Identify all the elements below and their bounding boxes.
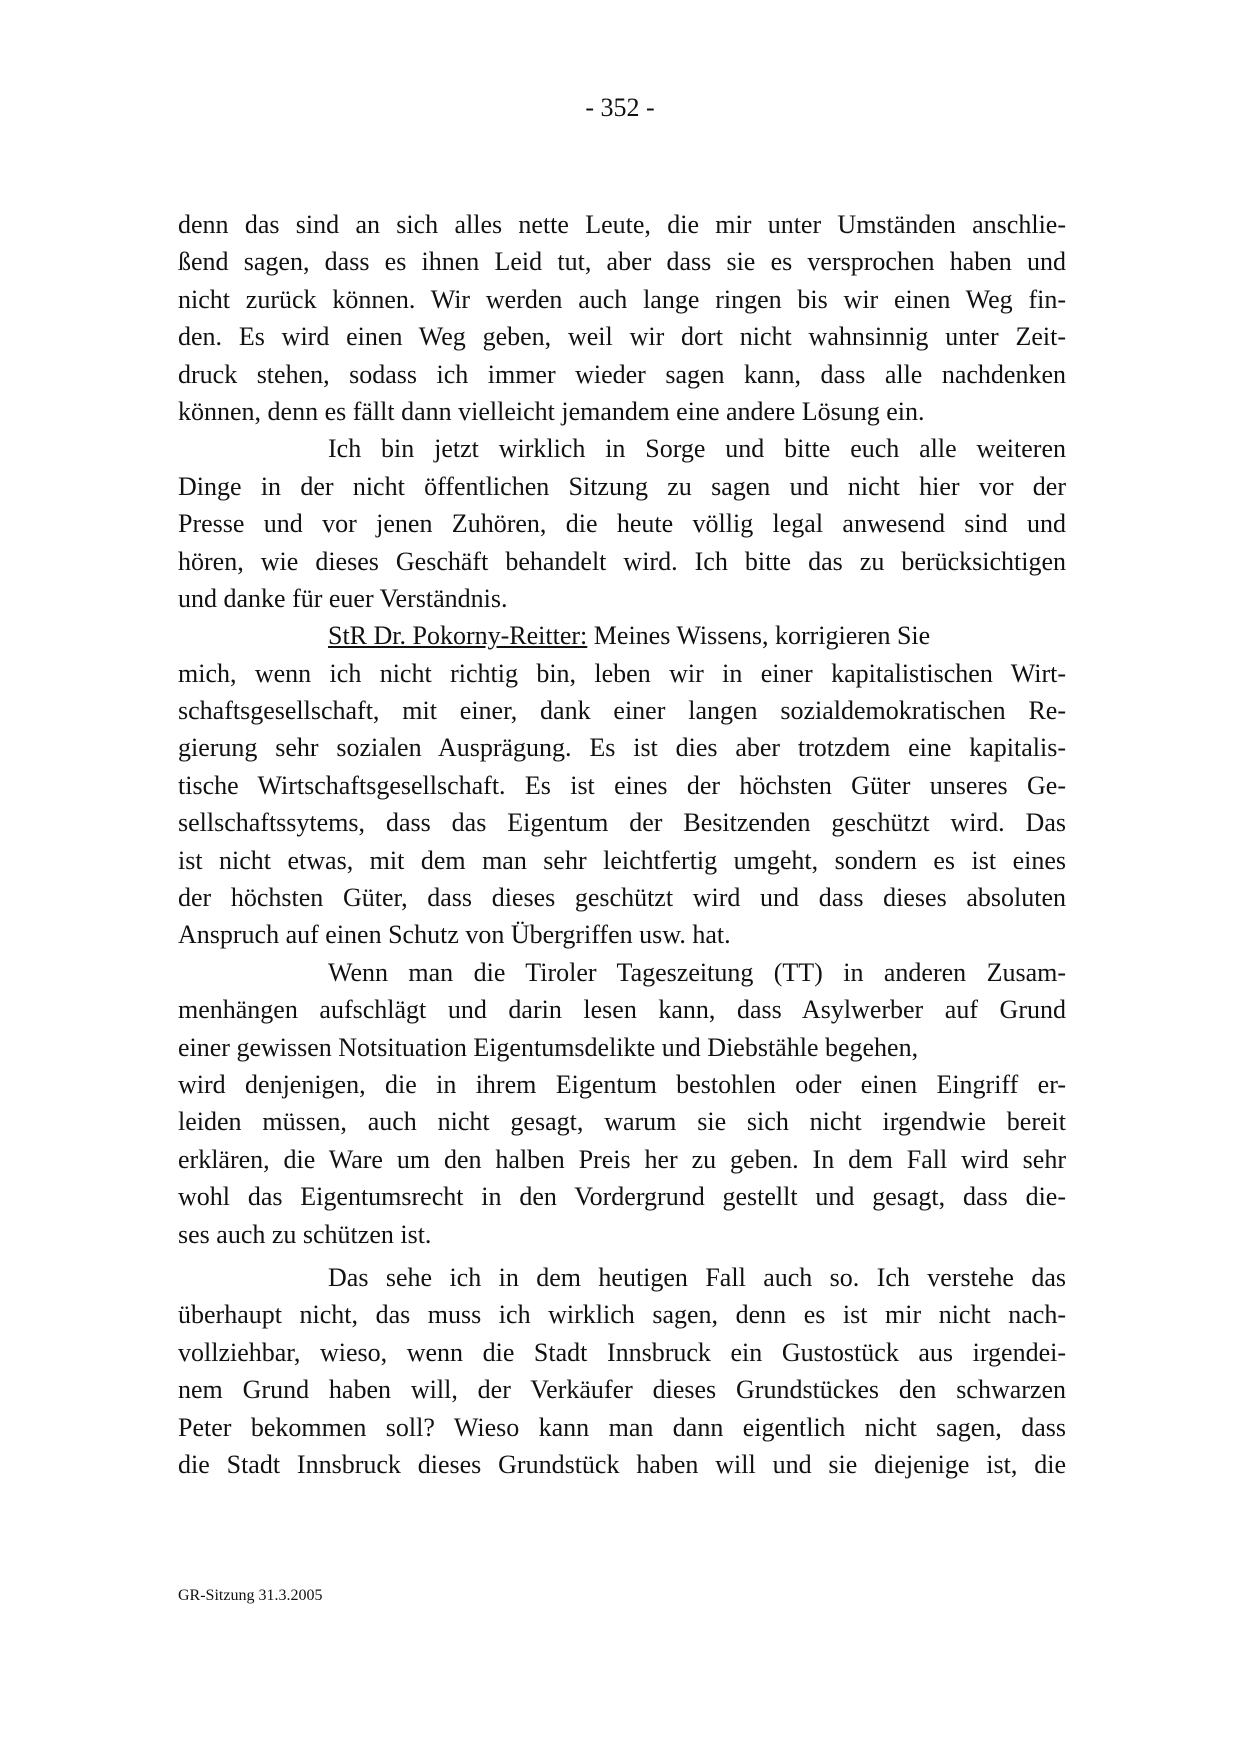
body-text: [178, 206, 1066, 1483]
page-number: - 352 -: [585, 93, 655, 122]
text-line: druck stehen, sodass ich immer wieder sagen kann, dass alle nachdenken: [178, 359, 1066, 389]
text-line: schaftsgesellschaft, mit einer, dank einer langen sozialdemokratischen Re-: [178, 696, 1066, 726]
text-line: leiden müssen, auch nicht gesagt, warum sie sich nicht irgendwie bereit: [178, 1107, 1066, 1137]
text-line: ses auch zu schützen ist.: [178, 1219, 432, 1249]
text-line: Presse und vor jenen Zuhören, die heute völlig legal anwesend sind und: [178, 509, 1066, 539]
text-line: tische Wirtschaftsgesellschaft. Es ist eines der höchsten Güter unseres Ge-: [178, 770, 1066, 800]
text-line: Dinge in der nicht öffentlichen Sitzung zu sagen und nicht hier vor der: [178, 471, 1066, 501]
paragraph-first-line: [178, 1259, 1066, 1296]
text-line: der höchsten Güter, dass dieses geschützt wird und dass dieses absoluten: [178, 883, 1066, 913]
text-line: Peter bekommen soll? Wieso kann man dann eigentlich nicht sagen, dass: [178, 1412, 1066, 1442]
footer-session-date: GR-Sitzung 31.3.2005: [178, 1587, 323, 1604]
text-line: Das sehe ich in dem heutigen Fall auch so. Ich verstehe das: [328, 1262, 1066, 1292]
text-line: ßend sagen, dass es ihnen Leid tut, aber dass sie es versprochen haben und: [178, 247, 1066, 277]
text-line: Wenn man die Tiroler Tageszeitung (TT) in anderen Zusam-: [328, 957, 1066, 987]
text-line: nem Grund haben will, der Verkäufer dieses Grundstückes den schwarzen: [178, 1375, 1066, 1405]
text-line: wohl das Eigentumsrecht in den Vordergrund gestellt und gesagt, dass die-: [178, 1182, 1066, 1212]
text-line: hören, wie dieses Geschäft behandelt wird. Ich bitte das zu berücksichtigen: [178, 546, 1066, 576]
text-line: nicht zurück können. Wir werden auch lange ringen bis wir einen Weg fin-: [178, 284, 1066, 314]
text-line: ist nicht etwas, mit dem man sehr leichtfertig umgeht, sondern es ist eines: [178, 845, 1066, 875]
speaker-name: StR Dr. Pokorny-Reitter:: [328, 621, 588, 651]
text-line: wird denjenigen, die in ihrem Eigentum bestohlen oder einen Eingriff er-: [178, 1069, 1066, 1099]
text-line: Ich bin jetzt wirklich in Sorge und bitte euch alle weiteren: [328, 434, 1066, 464]
text-line: die Stadt Innsbruck dieses Grundstück haben will und sie diejenige ist, die: [178, 1449, 1066, 1479]
text-line: einer gewissen Notsituation Eigentumsdelikte und Diebstähle begehen,: [178, 1032, 919, 1062]
text-line: gierung sehr sozialen Ausprägung. Es ist dies aber trotzdem eine kapitalis-: [178, 733, 1066, 763]
text-line: überhaupt nicht, das muss ich wirklich sagen, denn es ist mir nicht nach-: [178, 1300, 1066, 1330]
text-line: und danke für euer Verständnis.: [178, 583, 508, 613]
paragraph-indent: [178, 1259, 328, 1296]
paragraph-indent: [178, 954, 328, 991]
text-line: sellschaftssytems, dass das Eigentum der Besitzenden geschützt wird. Das: [178, 808, 1066, 838]
text-line: Anspruch auf einen Schutz von Übergriffen usw. hat.: [178, 920, 731, 950]
text-line: können, denn es fällt dann vielleicht jemandem eine andere Lösung ein.: [178, 396, 925, 426]
text-line: Meines Wissens, korrigieren Sie: [593, 621, 931, 651]
speaker-line: [178, 617, 1066, 654]
paragraph-first-line: [178, 954, 1066, 991]
text-line: mich, wenn ich nicht richtig bin, leben wir in einer kapitalistischen Wirt-: [178, 658, 1066, 688]
paragraph-first-line: [178, 430, 1066, 467]
text-line: erklären, die Ware um den halben Preis her zu geben. In dem Fall wird sehr: [178, 1144, 1066, 1174]
paragraph-indent: [178, 430, 328, 467]
text-line: vollziehbar, wieso, wenn die Stadt Innsbruck ein Gustostück aus irgendei-: [178, 1337, 1066, 1367]
text-line: menhängen aufschlägt und darin lesen kann, dass Asylwerber auf Grund: [178, 995, 1066, 1025]
text-line: den. Es wird einen Weg geben, weil wir dort nicht wahnsinnig unter Zeit-: [178, 322, 1066, 352]
text-line: denn das sind an sich alles nette Leute, die mir unter Umständen anschlie-: [178, 210, 1066, 239]
